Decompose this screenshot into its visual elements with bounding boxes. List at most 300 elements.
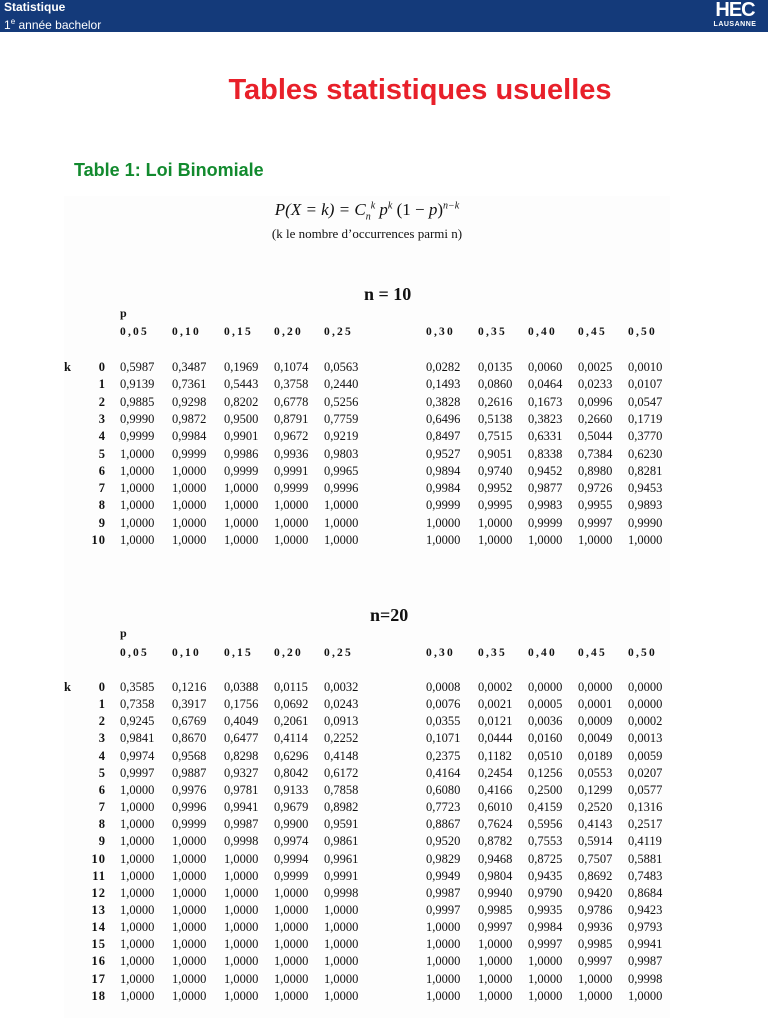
table-cell: 1,0000 — [224, 498, 259, 513]
table-n-title: n = 10 — [364, 284, 412, 304]
table-cell: 0,0547 — [628, 394, 663, 409]
table-cell: 0,9941 — [224, 800, 259, 815]
table-cell: 0,0160 — [528, 731, 563, 746]
table-cell: 0,9990 — [628, 515, 663, 530]
table-cell: 0,8042 — [274, 765, 309, 780]
table-cell: 0,6477 — [224, 731, 259, 746]
table-cell: 1,0000 — [274, 954, 309, 969]
table-cell: 0,9999 — [172, 817, 207, 832]
table-cell: 0,9726 — [578, 481, 613, 496]
table-cell: 0,9803 — [324, 446, 359, 461]
table-cell: 0,8497 — [426, 429, 461, 444]
table-cell: 0,0577 — [628, 782, 663, 797]
p-column-header: 0,10 — [172, 647, 201, 659]
table-cell: 1,0000 — [274, 971, 309, 986]
table-cell: 0,5881 — [628, 851, 663, 866]
table-cell: 0,9999 — [426, 498, 461, 513]
table-cell: 0,9520 — [426, 834, 461, 849]
table-cell: 0,9997 — [478, 920, 513, 935]
table-cell: 0,9804 — [478, 868, 513, 883]
table-cell: 1,0000 — [628, 533, 663, 547]
p-column-header: 0,20 — [274, 326, 303, 338]
table-cell: 0,0025 — [578, 360, 613, 374]
table-cell: 0,8725 — [528, 851, 563, 866]
table-cell: 0,1182 — [478, 748, 512, 763]
table-cell: 1,0000 — [224, 988, 259, 1003]
table-cell: 0,1493 — [426, 377, 461, 392]
table-cell: 0,9998 — [224, 834, 259, 849]
level-superscript: e — [10, 17, 16, 26]
table-cell: 1,0000 — [324, 937, 359, 952]
table-cell: 0,9997 — [578, 515, 613, 530]
table-cell: 0,9139 — [120, 377, 155, 392]
table-cell: 1,0000 — [120, 971, 155, 986]
table-cell: 1,0000 — [224, 533, 259, 547]
table-cell: 0,9998 — [324, 885, 359, 900]
level-text: année bachelor — [15, 18, 102, 32]
table-cell: 0,9935 — [528, 902, 563, 917]
table-cell: 0,2061 — [274, 714, 309, 729]
k-row-index: 5 — [98, 765, 106, 780]
table-cell: 0,8202 — [224, 394, 259, 409]
table-cell: 1,0000 — [120, 800, 155, 815]
k-row-index: 16 — [91, 954, 106, 969]
table-cell: 1,0000 — [172, 515, 207, 530]
p-column-header: 0,45 — [578, 326, 607, 338]
p-column-header: 0,20 — [274, 647, 303, 659]
table-cell: 0,2440 — [324, 377, 359, 392]
table-cell: 0,9996 — [172, 800, 207, 815]
table-cell: 1,0000 — [120, 498, 155, 513]
table-cell: 1,0000 — [120, 988, 155, 1003]
table-cell: 0,7507 — [578, 851, 613, 866]
table-cell: 0,9568 — [172, 748, 207, 763]
table-cell: 0,6778 — [274, 394, 309, 409]
table-cell: 1,0000 — [172, 481, 207, 496]
table-cell: 0,1256 — [528, 765, 563, 780]
table-cell: 1,0000 — [120, 920, 155, 935]
table-n-title: n=20 — [370, 605, 409, 625]
table-cell: 1,0000 — [120, 868, 155, 883]
table-cell: 1,0000 — [172, 851, 207, 866]
table-cell: 0,4119 — [628, 834, 662, 849]
table-cell: 1,0000 — [172, 498, 207, 513]
table-cell: 0,4159 — [528, 800, 563, 815]
table-cell: 0,3770 — [628, 429, 663, 444]
k-row-index: 8 — [98, 817, 106, 832]
binomial-formula: $P(X = k) = C_n^k$ $p^k$ $(1 - p)^{n-k}$ — [274, 200, 460, 223]
table-cell: 0,9790 — [528, 885, 563, 900]
table-cell: 0,9298 — [172, 394, 207, 409]
table-cell: 0,9940 — [478, 885, 513, 900]
table-cell: 0,9872 — [172, 411, 207, 426]
table-cell: 0,0563 — [324, 360, 359, 374]
table-cell: 1,0000 — [426, 533, 461, 547]
table-cell: 0,5256 — [324, 394, 359, 409]
table-cell: 0,9961 — [324, 851, 359, 866]
table-cell: 0,3487 — [172, 360, 207, 374]
table-cell: 0,4049 — [224, 714, 259, 729]
k-row-index: 12 — [91, 885, 106, 900]
table-cell: 0,5914 — [578, 834, 613, 849]
table-cell: 0,8782 — [478, 834, 513, 849]
course-name: Statistique — [4, 0, 66, 14]
table-cell: 0,9900 — [274, 817, 309, 832]
table-cell: 0,9781 — [224, 782, 259, 797]
table-cell: 0,8982 — [324, 800, 359, 815]
table-cell: 1,0000 — [172, 988, 207, 1003]
course-level — [4, 15, 101, 32]
table-cell: 1,0000 — [324, 498, 359, 513]
table-cell: 1,0000 — [120, 782, 155, 797]
p-column-header: 0,05 — [120, 326, 149, 338]
table-cell: 1,0000 — [324, 954, 359, 969]
table-cell: 0,0010 — [628, 360, 663, 374]
table-cell: 0,0002 — [628, 714, 663, 729]
table-cell: 0,7723 — [426, 800, 461, 815]
table-cell: 0,9894 — [426, 463, 461, 478]
table-cell: 1,0000 — [324, 920, 359, 935]
binomial-table-scan — [64, 196, 670, 1018]
table-cell: 0,9901 — [224, 429, 259, 444]
table-cell: 0,9997 — [578, 954, 613, 969]
table-cell: 1,0000 — [120, 817, 155, 832]
table-cell: 0,8692 — [578, 868, 613, 883]
table-cell: 1,0000 — [324, 533, 359, 547]
table-cell: 0,9786 — [578, 902, 613, 917]
k-row-index: 9 — [98, 834, 106, 849]
table-cell: 1,0000 — [426, 954, 461, 969]
table-cell: 1,0000 — [172, 834, 207, 849]
table-cell: 0,1074 — [274, 360, 309, 374]
table-cell: 1,0000 — [120, 851, 155, 866]
table-cell: 0,2375 — [426, 748, 461, 763]
k-row-index: 14 — [91, 920, 106, 935]
table-cell: 0,8670 — [172, 731, 207, 746]
table-cell: 1,0000 — [324, 988, 359, 1003]
table-cell: 1,0000 — [274, 533, 309, 547]
table-cell: 0,7624 — [478, 817, 513, 832]
table-cell: 0,9995 — [478, 498, 513, 513]
table-cell: 0,0115 — [274, 680, 308, 694]
table-cell: 0,1673 — [528, 394, 563, 409]
table-cell: 1,0000 — [478, 937, 513, 952]
table-cell: 0,9219 — [324, 429, 359, 444]
p-column-header: 0,15 — [224, 326, 253, 338]
table-cell: 0,9740 — [478, 463, 513, 478]
table-cell: 1,0000 — [172, 937, 207, 952]
table-cell: 0,9984 — [528, 920, 563, 935]
table-cell: 0,0189 — [578, 748, 613, 763]
table-cell: 0,0243 — [324, 697, 359, 712]
table-cell: 0,4114 — [274, 731, 308, 746]
table-cell: 0,9952 — [478, 481, 513, 496]
table-cell: 1,0000 — [224, 902, 259, 917]
table-cell: 0,2252 — [324, 731, 359, 746]
table-cell: 1,0000 — [528, 971, 563, 986]
table-cell: 0,9985 — [578, 937, 613, 952]
k-row-index: 2 — [98, 714, 106, 729]
table-cell: 0,0107 — [628, 377, 663, 392]
k-row-index: 2 — [98, 394, 106, 409]
table-cell: 0,9949 — [426, 868, 461, 883]
table-cell: 1,0000 — [274, 885, 309, 900]
table-cell: 1,0000 — [426, 937, 461, 952]
table-cell: 0,2454 — [478, 765, 513, 780]
p-column-header: 0,50 — [628, 326, 657, 338]
table-cell: 0,0001 — [578, 697, 613, 712]
table-cell: 0,9435 — [528, 868, 563, 883]
table-cell: 1,0000 — [478, 971, 513, 986]
table-cell: 0,8338 — [528, 446, 563, 461]
table-cell: 1,0000 — [324, 902, 359, 917]
p-column-header: 0,05 — [120, 647, 149, 659]
table-cell: 0,0059 — [628, 748, 663, 763]
table-cell: 0,2616 — [478, 394, 513, 409]
k-row-index: 13 — [91, 902, 106, 917]
table-cell: 0,3823 — [528, 411, 563, 426]
table-cell: 0,9527 — [426, 446, 461, 461]
table-cell: 0,9051 — [478, 446, 513, 461]
table-cell: 1,0000 — [120, 937, 155, 952]
table-cell: 0,9991 — [324, 868, 359, 883]
table-cell: 1,0000 — [578, 971, 613, 986]
table-cell: 1,0000 — [224, 885, 259, 900]
table-cell: 0,9423 — [628, 902, 663, 917]
table-cell: 1,0000 — [274, 902, 309, 917]
table-cell: 0,9965 — [324, 463, 359, 478]
table-cell: 0,6010 — [478, 800, 513, 815]
table-cell: 0,9936 — [578, 920, 613, 935]
table-cell: 0,0135 — [478, 360, 513, 374]
k-row-index: 6 — [98, 782, 106, 797]
k-row-index: 0 — [98, 360, 106, 374]
formula-note: (k le nombre d’occurrences parmi n) — [271, 226, 463, 241]
table-cell: 0,0233 — [578, 377, 613, 392]
table-cell: 0,2517 — [628, 817, 663, 832]
table-cell: 0,1969 — [224, 360, 259, 374]
table-cell: 1,0000 — [628, 988, 663, 1003]
table-cell: 1,0000 — [578, 533, 613, 547]
table-cell: 0,6331 — [528, 429, 563, 444]
table-cell: 0,9976 — [172, 782, 207, 797]
table-cell: 1,0000 — [172, 885, 207, 900]
table-cell: 1,0000 — [120, 463, 155, 478]
table-cell: 1,0000 — [120, 834, 155, 849]
table-cell: 0,4164 — [426, 765, 461, 780]
table-cell: 1,0000 — [478, 515, 513, 530]
table-cell: 0,0553 — [578, 765, 613, 780]
table-cell: 0,0049 — [578, 731, 613, 746]
table-cell: 1,0000 — [120, 533, 155, 547]
table-cell: 0,8298 — [224, 748, 259, 763]
table-cell: 1,0000 — [172, 868, 207, 883]
table-cell: 0,0913 — [324, 714, 359, 729]
level-number: 1 — [4, 18, 11, 32]
table-cell: 0,8980 — [578, 463, 613, 478]
k-row-index: 3 — [98, 411, 106, 426]
table-cell: 0,0076 — [426, 697, 461, 712]
table-cell: 0,0692 — [274, 697, 309, 712]
k-row-index: 18 — [91, 988, 106, 1003]
table-cell: 1,0000 — [120, 481, 155, 496]
table-cell: 0,9672 — [274, 429, 309, 444]
table-cell: 0,9861 — [324, 834, 359, 849]
table-cell: 1,0000 — [478, 533, 513, 547]
table-cell: 1,0000 — [426, 920, 461, 935]
p-column-header: 0,30 — [426, 647, 455, 659]
table-cell: 0,9987 — [224, 817, 259, 832]
page-title: Tables statistiques usuelles — [228, 74, 612, 106]
table-cell: 1,0000 — [528, 988, 563, 1003]
table-cell: 1,0000 — [578, 988, 613, 1003]
table-cell: 0,9999 — [172, 446, 207, 461]
k-row-index: 4 — [98, 429, 106, 444]
table-cell: 0,9984 — [172, 429, 207, 444]
table-cell: 0,9997 — [426, 902, 461, 917]
table-cell: 0,1756 — [224, 697, 259, 712]
k-row-index: 3 — [98, 731, 106, 746]
section-title: Table 1: Loi Binomiale — [74, 160, 264, 180]
table-cell: 0,9793 — [628, 920, 663, 935]
table-cell: 0,5956 — [528, 817, 563, 832]
p-column-header: 0,25 — [324, 647, 353, 659]
table-cell: 1,0000 — [274, 498, 309, 513]
table-cell: 0,0000 — [528, 680, 563, 694]
table-cell: 0,0388 — [224, 680, 259, 694]
table-cell: 0,0207 — [628, 765, 663, 780]
table-cell: 1,0000 — [528, 533, 563, 547]
table-cell: 0,6230 — [628, 446, 663, 461]
table-cell: 0,9500 — [224, 411, 259, 426]
table-cell: 0,9984 — [426, 481, 461, 496]
table-cell: 1,0000 — [224, 920, 259, 935]
table-cell: 0,9991 — [274, 463, 309, 478]
table-cell: 0,8867 — [426, 817, 461, 832]
k-row-index: 10 — [91, 851, 106, 866]
table-cell: 0,0000 — [628, 697, 663, 712]
table-cell: 0,4143 — [578, 817, 613, 832]
table-cell: 1,0000 — [120, 902, 155, 917]
table-cell: 0,9999 — [120, 429, 155, 444]
table-cell: 0,6296 — [274, 748, 309, 763]
table-cell: 1,0000 — [224, 937, 259, 952]
k-row-index: 0 — [98, 680, 106, 694]
table-cell: 0,5987 — [120, 360, 155, 374]
table-cell: 1,0000 — [324, 515, 359, 530]
p-column-header: 0,25 — [324, 326, 353, 338]
table-cell: 0,7358 — [120, 697, 155, 712]
table-cell: 1,0000 — [274, 937, 309, 952]
table-cell: 0,0000 — [578, 680, 613, 694]
table-cell: 0,7759 — [324, 411, 359, 426]
table-cell: 1,0000 — [324, 971, 359, 986]
table-cell: 1,0000 — [426, 971, 461, 986]
table-cell: 0,2500 — [528, 782, 563, 797]
table-cell: 0,2520 — [578, 800, 613, 815]
table-cell: 0,6172 — [324, 765, 359, 780]
table-cell: 0,0121 — [478, 714, 513, 729]
table-cell: 1,0000 — [120, 954, 155, 969]
table-cell: 1,0000 — [172, 463, 207, 478]
table-cell: 0,9974 — [120, 748, 155, 763]
table-cell: 1,0000 — [224, 868, 259, 883]
table-cell: 0,3828 — [426, 394, 461, 409]
table-cell: 0,1299 — [578, 782, 613, 797]
table-cell: 0,5044 — [578, 429, 613, 444]
table-cell: 0,0282 — [426, 360, 461, 374]
logo-main-text: HEC — [715, 0, 755, 21]
table-cell: 0,1071 — [426, 731, 461, 746]
table-cell: 0,0005 — [528, 697, 563, 712]
table-cell: 0,9452 — [528, 463, 563, 478]
table-cell: 1,0000 — [274, 515, 309, 530]
table-cell: 0,4166 — [478, 782, 513, 797]
p-column-header: 0,15 — [224, 647, 253, 659]
table-cell: 0,2660 — [578, 411, 613, 426]
table-cell: 0,9997 — [120, 765, 155, 780]
k-label: k — [64, 360, 71, 374]
table-cell: 0,5443 — [224, 377, 259, 392]
p-column-header: 0,35 — [478, 647, 507, 659]
table-cell: 1,0000 — [172, 954, 207, 969]
table-cell: 0,9998 — [628, 971, 663, 986]
table-cell: 0,9133 — [274, 782, 309, 797]
table-cell: 0,9955 — [578, 498, 613, 513]
table-cell: 0,9983 — [528, 498, 563, 513]
table-cell: 0,9997 — [528, 937, 563, 952]
table-cell: 0,0000 — [628, 680, 663, 694]
header-bar — [0, 0, 768, 32]
table-cell: 0,9974 — [274, 834, 309, 849]
table-cell: 0,0036 — [528, 714, 563, 729]
k-row-index: 7 — [98, 481, 106, 496]
table-cell: 0,6769 — [172, 714, 207, 729]
table-cell: 0,1719 — [628, 411, 663, 426]
table-cell: 0,7515 — [478, 429, 513, 444]
table-cell: 1,0000 — [224, 515, 259, 530]
table-cell: 1,0000 — [528, 954, 563, 969]
p-label: p — [120, 306, 127, 320]
table-cell: 0,9990 — [120, 411, 155, 426]
table-cell: 0,0464 — [528, 377, 563, 392]
table-cell: 0,0008 — [426, 680, 461, 694]
table-cell: 0,0032 — [324, 680, 359, 694]
table-cell: 1,0000 — [172, 533, 207, 547]
table-cell: 0,9453 — [628, 481, 663, 496]
table-cell: 1,0000 — [274, 920, 309, 935]
table-cell: 0,7553 — [528, 834, 563, 849]
table-cell: 1,0000 — [426, 988, 461, 1003]
table-cell: 0,9468 — [478, 851, 513, 866]
k-row-index: 15 — [91, 937, 106, 952]
table-cell: 0,1316 — [628, 800, 663, 815]
table-cell: 0,0860 — [478, 377, 513, 392]
table-cell: 0,9999 — [528, 515, 563, 530]
k-row-index: 8 — [98, 498, 106, 513]
table-cell: 1,0000 — [172, 971, 207, 986]
table-cell: 0,0996 — [578, 394, 613, 409]
table-cell: 0,0002 — [478, 680, 513, 694]
table-cell: 0,9987 — [426, 885, 461, 900]
table-cell: 0,9987 — [628, 954, 663, 969]
table-cell: 0,6496 — [426, 411, 461, 426]
hec-lausanne-logo — [710, 1, 760, 29]
k-row-index: 17 — [91, 971, 106, 986]
table-cell: 0,9591 — [324, 817, 359, 832]
table-cell: 0,3917 — [172, 697, 207, 712]
table-cell: 1,0000 — [224, 971, 259, 986]
